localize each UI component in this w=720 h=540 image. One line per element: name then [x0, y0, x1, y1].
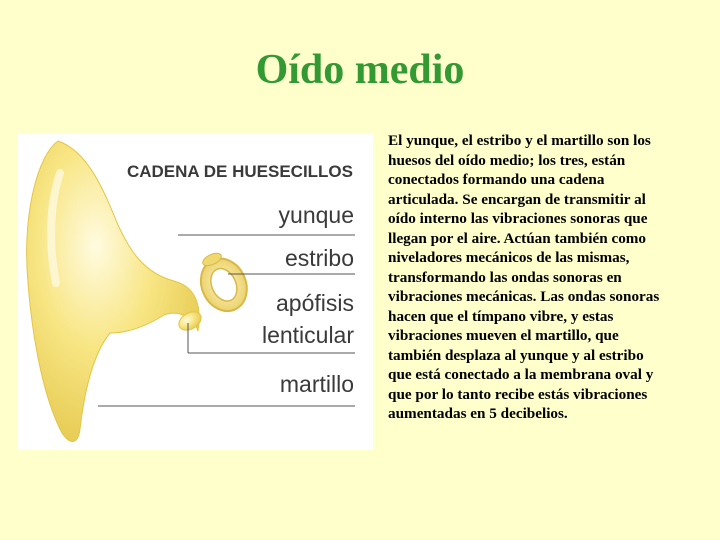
- label-estribo: estribo: [284, 245, 354, 271]
- label-lenticular: lenticular: [261, 322, 354, 348]
- stapes-shape: [190, 246, 255, 319]
- figure-heading: CADENA DE HUESECILLOS: [126, 162, 353, 181]
- slide-title: Oído medio: [255, 47, 465, 93]
- label-martillo: martillo: [279, 371, 354, 397]
- ossicles-illustration: [18, 133, 373, 450]
- label-apofisis: apófisis: [276, 290, 354, 316]
- slide-body-text: El yunque, el estribo y el martillo son los huesos del oído medio; los tres, están conectados formando una cadena articulada. Se encargan de transmitir al oído interno las vibraciones sonoras que llegan por el aire. Actúan también como niveladores mecánicos de las mismas, transformando las ondas sonoras en vibraciones mecánicas. Las ondas sonoras hacen que el tímpano vibre, y estas vibraciones mueven el martillo, que también desplaza al yunque y al estribo que está conectado a la membrana oval y que por lo tanto recibe estás vibraciones aumentadas en 5 decibelios.: [388, 132, 660, 422]
- ossicles-figure: [18, 133, 373, 450]
- label-yunque: yunque: [278, 202, 354, 228]
